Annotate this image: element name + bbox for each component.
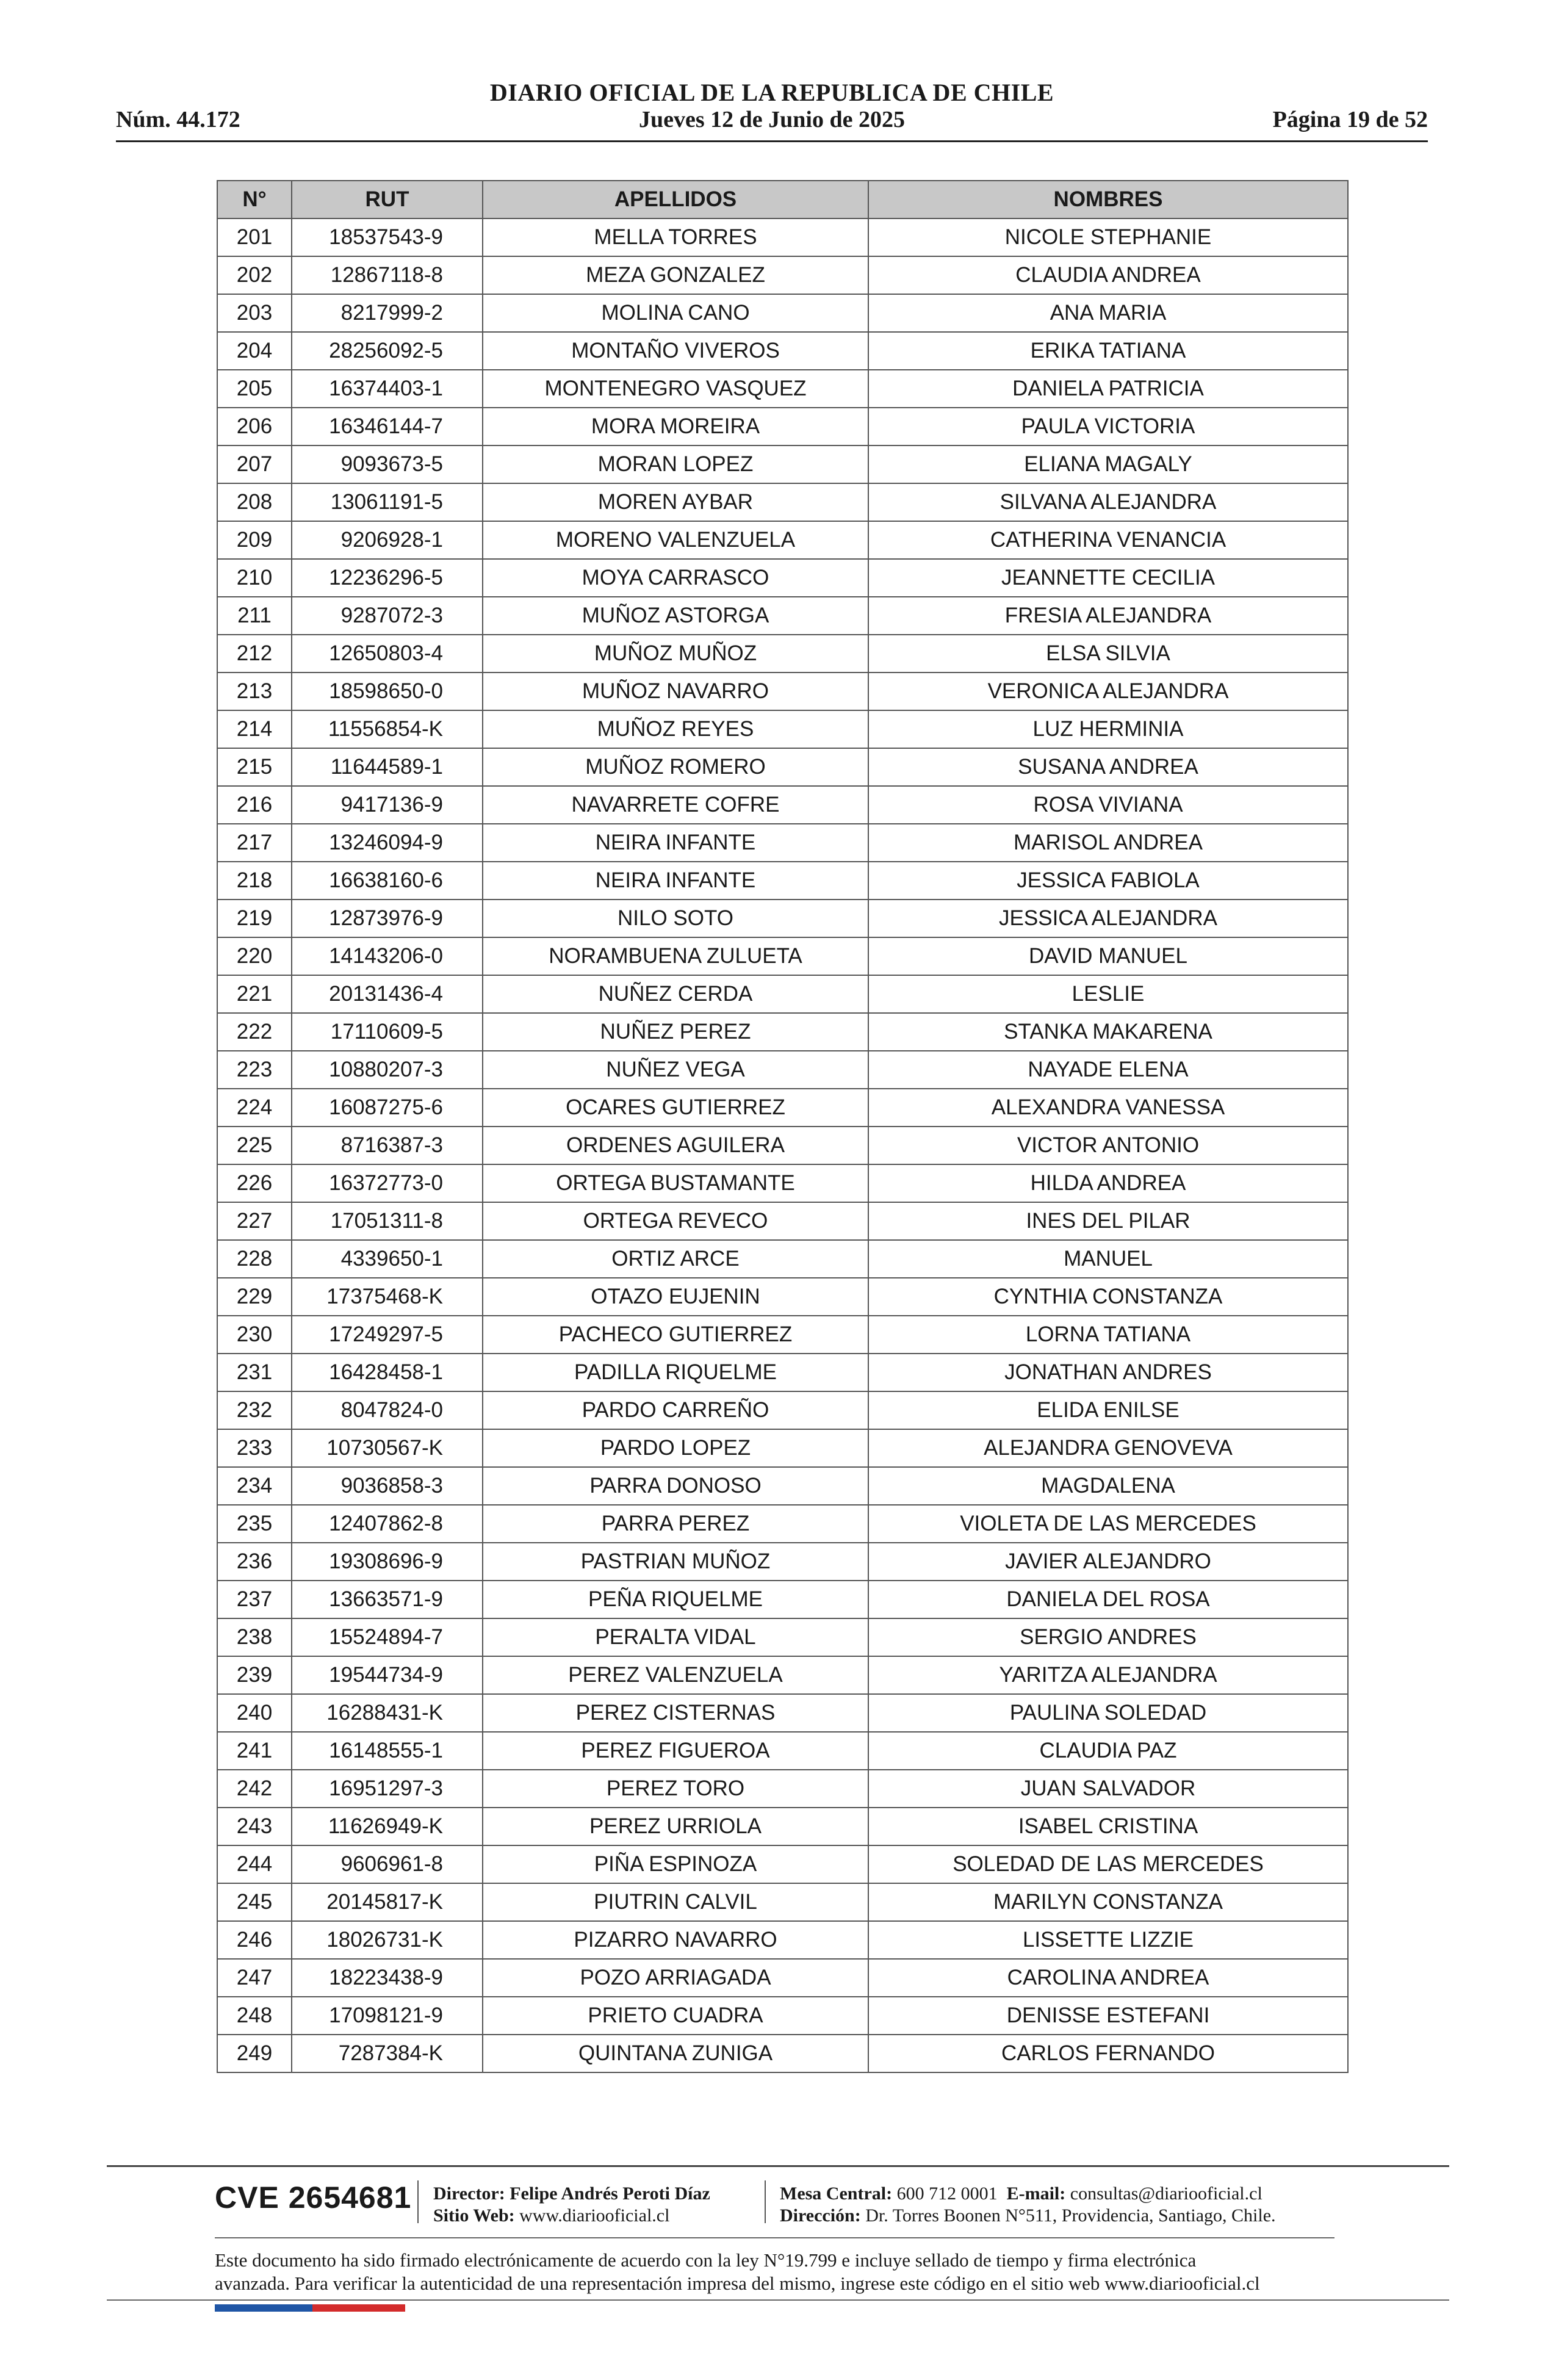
row-apellidos: NUÑEZ CERDA [483,975,868,1013]
table-row [217,786,1348,824]
row-nombres: CARLOS FERNANDO [868,2035,1348,2072]
column-header-apellidos: APELLIDOS [483,181,868,218]
row-rut: 12873976-9 [292,900,483,937]
row-rut: 9287072-3 [292,597,483,635]
row-nombres: STANKA MAKARENA [868,1013,1348,1051]
row-apellidos: PACHECO GUTIERREZ [483,1316,868,1354]
email-label: E-mail: [1006,2183,1066,2204]
row-nombres: VERONICA ALEJANDRA [868,673,1348,710]
row-number: 236 [217,1543,292,1581]
table-row [217,975,1348,1013]
row-apellidos: MEZA GONZALEZ [483,256,868,294]
mesa-label: Mesa Central: [780,2183,893,2204]
row-apellidos: PADILLA RIQUELME [483,1354,868,1391]
director-label: Director: [433,2183,505,2204]
row-apellidos: ORTEGA BUSTAMANTE [483,1164,868,1202]
row-nombres: ELSA SILVIA [868,635,1348,673]
row-rut: 11626949-K [292,1808,483,1845]
row-nombres: SERGIO ANDRES [868,1618,1348,1656]
row-number: 233 [217,1429,292,1467]
table-row [217,1354,1348,1391]
row-apellidos: OCARES GUTIERREZ [483,1089,868,1127]
row-apellidos: PARDO LOPEZ [483,1429,868,1467]
table-row [217,1240,1348,1278]
row-apellidos: NEIRA INFANTE [483,862,868,900]
table-body [217,218,1348,2072]
row-nombres: ANA MARIA [868,294,1348,332]
table-row [217,1845,1348,1883]
row-nombres: LESLIE [868,975,1348,1013]
table-row [217,1694,1348,1732]
row-rut: 20145817-K [292,1883,483,1921]
row-rut: 14143206-0 [292,937,483,975]
row-number: 202 [217,256,292,294]
column-header-number: N° [217,181,292,218]
row-rut: 16148555-1 [292,1732,483,1770]
table-row [217,635,1348,673]
table-row [217,370,1348,408]
row-apellidos: PEREZ TORO [483,1770,868,1808]
row-rut: 15524894-7 [292,1618,483,1656]
table-row [217,408,1348,445]
row-rut: 19308696-9 [292,1543,483,1581]
row-nombres: FRESIA ALEJANDRA [868,597,1348,635]
row-rut: 13663571-9 [292,1581,483,1618]
row-number: 225 [217,1127,292,1164]
website-link[interactable]: www.diariooficial.cl [519,2205,670,2226]
row-rut: 13061191-5 [292,483,483,521]
row-nombres: INES DEL PILAR [868,1202,1348,1240]
row-apellidos: MUÑOZ MUÑOZ [483,635,868,673]
row-rut: 16288431-K [292,1694,483,1732]
publication-title: DIARIO OFICIAL DE LA REPUBLICA DE CHILE [489,79,1054,106]
page-header [116,78,1428,144]
row-apellidos: PEREZ URRIOLA [483,1808,868,1845]
row-number: 204 [217,332,292,370]
row-rut: 11556854-K [292,710,483,748]
row-rut: 17375468-K [292,1278,483,1316]
row-apellidos: OTAZO EUJENIN [483,1278,868,1316]
row-apellidos: ORDENES AGUILERA [483,1127,868,1164]
table-row [217,1391,1348,1429]
row-apellidos: PEREZ FIGUEROA [483,1732,868,1770]
row-number: 223 [217,1051,292,1089]
table-row [217,1808,1348,1845]
row-number: 247 [217,1959,292,1997]
flag-red-segment [312,2304,405,2312]
row-nombres: MANUEL [868,1240,1348,1278]
row-number: 246 [217,1921,292,1959]
row-number: 215 [217,748,292,786]
row-number: 248 [217,1997,292,2035]
row-apellidos: NUÑEZ PEREZ [483,1013,868,1051]
row-nombres: JONATHAN ANDRES [868,1354,1348,1391]
row-apellidos: MELLA TORRES [483,218,868,256]
table-row [217,559,1348,597]
row-nombres: LUZ HERMINIA [868,710,1348,748]
row-nombres: PAULINA SOLEDAD [868,1694,1348,1732]
row-rut: 9093673-5 [292,445,483,483]
row-rut: 17110609-5 [292,1013,483,1051]
row-rut: 9206928-1 [292,521,483,559]
row-apellidos: PIUTRIN CALVIL [483,1883,868,1921]
row-number: 216 [217,786,292,824]
row-apellidos: MUÑOZ NAVARRO [483,673,868,710]
row-nombres: NICOLE STEPHANIE [868,218,1348,256]
row-apellidos: PARRA PEREZ [483,1505,868,1543]
row-nombres: SILVANA ALEJANDRA [868,483,1348,521]
row-rut: 16638160-6 [292,862,483,900]
table-row [217,2035,1348,2072]
row-apellidos: POZO ARRIAGADA [483,1959,868,1997]
row-nombres: LISSETTE LIZZIE [868,1921,1348,1959]
address-value: Dr. Torres Boonen N°511, Providencia, Santiago, Chile. [865,2205,1276,2226]
table-row [217,521,1348,559]
legal-notice [215,2249,1374,2295]
table-row [217,1656,1348,1694]
row-number: 241 [217,1732,292,1770]
row-number: 209 [217,521,292,559]
row-apellidos: NORAMBUENA ZULUETA [483,937,868,975]
row-number: 240 [217,1694,292,1732]
row-apellidos: MOREN AYBAR [483,483,868,521]
table-row [217,1959,1348,1997]
row-rut: 12407862-8 [292,1505,483,1543]
table-row [217,332,1348,370]
row-rut: 16372773-0 [292,1164,483,1202]
table-row [217,1429,1348,1467]
row-apellidos: MORENO VALENZUELA [483,521,868,559]
table-row [217,862,1348,900]
table-row [217,218,1348,256]
table-row [217,1997,1348,2035]
footer-divider-top [107,2165,1449,2167]
footer-separator [417,2180,419,2223]
row-nombres: ROSA VIVIANA [868,786,1348,824]
row-apellidos: ORTIZ ARCE [483,1240,868,1278]
mesa-phone: 600 712 0001 [896,2183,998,2204]
row-number: 237 [217,1581,292,1618]
row-apellidos: NAVARRETE COFRE [483,786,868,824]
row-number: 245 [217,1883,292,1921]
table-row [217,1467,1348,1505]
row-number: 203 [217,294,292,332]
row-number: 230 [217,1316,292,1354]
column-header-nombres: NOMBRES [868,181,1348,218]
table-row [217,900,1348,937]
row-nombres: DAVID MANUEL [868,937,1348,975]
table-row [217,1202,1348,1240]
row-apellidos: PIÑA ESPINOZA [483,1845,868,1883]
row-nombres: CYNTHIA CONSTANZA [868,1278,1348,1316]
row-number: 206 [217,408,292,445]
table-row [217,1732,1348,1770]
row-apellidos: MONTENEGRO VASQUEZ [483,370,868,408]
row-nombres: SUSANA ANDREA [868,748,1348,786]
table-row [217,673,1348,710]
row-nombres: LORNA TATIANA [868,1316,1348,1354]
row-rut: 17051311-8 [292,1202,483,1240]
row-rut: 16428458-1 [292,1354,483,1391]
row-rut: 8217999-2 [292,294,483,332]
table-row [217,1278,1348,1316]
page-number: Página 19 de 52 [1272,107,1428,132]
row-apellidos: NUÑEZ VEGA [483,1051,868,1089]
row-nombres: JEANNETTE CECILIA [868,559,1348,597]
row-number: 219 [217,900,292,937]
row-number: 214 [217,710,292,748]
row-number: 220 [217,937,292,975]
row-nombres: VICTOR ANTONIO [868,1127,1348,1164]
table-row [217,1316,1348,1354]
row-nombres: MAGDALENA [868,1467,1348,1505]
row-rut: 9036858-3 [292,1467,483,1505]
row-rut: 9417136-9 [292,786,483,824]
row-number: 207 [217,445,292,483]
row-apellidos: NEIRA INFANTE [483,824,868,862]
table-row [217,1505,1348,1543]
footer-divider-bottom [107,2299,1449,2301]
names-table [217,180,1349,2073]
row-apellidos: QUINTANA ZUNIGA [483,2035,868,2072]
row-nombres: PAULA VICTORIA [868,408,1348,445]
row-number: 227 [217,1202,292,1240]
row-nombres: HILDA ANDREA [868,1164,1348,1202]
footer-separator [765,2180,766,2223]
issue-number: Núm. 44.172 [116,107,240,132]
row-rut: 10880207-3 [292,1051,483,1089]
table-row [217,824,1348,862]
row-nombres: CAROLINA ANDREA [868,1959,1348,1997]
footer-divider-middle [215,2237,1334,2238]
row-apellidos: PASTRIAN MUÑOZ [483,1543,868,1581]
row-apellidos: PERALTA VIDAL [483,1618,868,1656]
table-row [217,937,1348,975]
row-nombres: MARILYN CONSTANZA [868,1883,1348,1921]
table-row [217,1013,1348,1051]
table-row [217,483,1348,521]
row-rut: 20131436-4 [292,975,483,1013]
row-apellidos: MUÑOZ REYES [483,710,868,748]
row-rut: 16087275-6 [292,1089,483,1127]
row-nombres: CATHERINA VENANCIA [868,521,1348,559]
row-nombres: JAVIER ALEJANDRO [868,1543,1348,1581]
table-row [217,1921,1348,1959]
row-nombres: YARITZA ALEJANDRA [868,1656,1348,1694]
row-number: 228 [217,1240,292,1278]
row-apellidos: MUÑOZ ROMERO [483,748,868,786]
row-rut: 8716387-3 [292,1127,483,1164]
row-nombres: MARISOL ANDREA [868,824,1348,862]
row-rut: 17249297-5 [292,1316,483,1354]
row-number: 239 [217,1656,292,1694]
row-number: 231 [217,1354,292,1391]
row-apellidos: PEREZ VALENZUELA [483,1656,868,1694]
row-nombres: CLAUDIA PAZ [868,1732,1348,1770]
table-row [217,1770,1348,1808]
row-apellidos: PIZARRO NAVARRO [483,1921,868,1959]
table-row [217,1543,1348,1581]
row-apellidos: MOLINA CANO [483,294,868,332]
table-row [217,710,1348,748]
table-row [217,294,1348,332]
row-rut: 11644589-1 [292,748,483,786]
row-number: 208 [217,483,292,521]
table-row [217,1164,1348,1202]
row-rut: 10730567-K [292,1429,483,1467]
flag-stripe [215,2304,405,2312]
row-rut: 13246094-9 [292,824,483,862]
row-rut: 8047824-0 [292,1391,483,1429]
row-nombres: ERIKA TATIANA [868,332,1348,370]
column-header-rut: RUT [292,181,483,218]
row-number: 229 [217,1278,292,1316]
flag-blue-segment [215,2304,312,2312]
row-number: 201 [217,218,292,256]
row-nombres: JESSICA ALEJANDRA [868,900,1348,937]
row-rut: 12867118-8 [292,256,483,294]
row-rut: 18223438-9 [292,1959,483,1997]
legal-notice-line: Este documento ha sido firmado electrónicamente de acuerdo con la ley N°19.799 e incluye sellado de tiempo y firma electrónica [215,2249,1197,2271]
table-row [217,597,1348,635]
table-row [217,748,1348,786]
row-nombres: ELIANA MAGALY [868,445,1348,483]
row-rut: 16951297-3 [292,1770,483,1808]
row-number: 249 [217,2035,292,2072]
row-number: 243 [217,1808,292,1845]
row-nombres: ALEXANDRA VANESSA [868,1089,1348,1127]
row-nombres: DENISSE ESTEFANI [868,1997,1348,2035]
row-rut: 4339650-1 [292,1240,483,1278]
email-link[interactable]: consultas@diariooficial.cl [1070,2183,1262,2204]
header-divider [116,140,1428,142]
row-nombres: VIOLETA DE LAS MERCEDES [868,1505,1348,1543]
row-rut: 28256092-5 [292,332,483,370]
row-apellidos: PARRA DONOSO [483,1467,868,1505]
row-rut: 7287384-K [292,2035,483,2072]
table-row [217,1618,1348,1656]
row-number: 221 [217,975,292,1013]
row-number: 232 [217,1391,292,1429]
row-nombres: NAYADE ELENA [868,1051,1348,1089]
table-row [217,1089,1348,1127]
row-number: 211 [217,597,292,635]
row-apellidos: PRIETO CUADRA [483,1997,868,2035]
table-header-row [217,181,1348,218]
row-nombres: CLAUDIA ANDREA [868,256,1348,294]
table-row [217,1883,1348,1921]
row-apellidos: MORA MOREIRA [483,408,868,445]
row-apellidos: NILO SOTO [483,900,868,937]
director-block [433,2183,710,2227]
contact-block [780,2183,1276,2227]
row-rut: 18026731-K [292,1921,483,1959]
row-nombres: ISABEL CRISTINA [868,1808,1348,1845]
row-number: 226 [217,1164,292,1202]
website-label: Sitio Web: [433,2205,515,2226]
row-nombres: SOLEDAD DE LAS MERCEDES [868,1845,1348,1883]
row-nombres: JESSICA FABIOLA [868,862,1348,900]
row-number: 235 [217,1505,292,1543]
row-rut: 17098121-9 [292,1997,483,2035]
row-number: 218 [217,862,292,900]
row-rut: 12236296-5 [292,559,483,597]
row-number: 234 [217,1467,292,1505]
row-rut: 18598650-0 [292,673,483,710]
address-label: Dirección: [780,2205,861,2226]
row-number: 210 [217,559,292,597]
row-nombres: JUAN SALVADOR [868,1770,1348,1808]
row-number: 217 [217,824,292,862]
row-nombres: ELIDA ENILSE [868,1391,1348,1429]
row-rut: 12650803-4 [292,635,483,673]
issue-date: Jueves 12 de Junio de 2025 [639,107,905,132]
table-row [217,256,1348,294]
row-number: 205 [217,370,292,408]
table-row [217,1581,1348,1618]
row-apellidos: MONTAÑO VIVEROS [483,332,868,370]
row-number: 213 [217,673,292,710]
row-apellidos: ORTEGA REVECO [483,1202,868,1240]
row-rut: 9606961-8 [292,1845,483,1883]
row-rut: 16374403-1 [292,370,483,408]
row-number: 238 [217,1618,292,1656]
row-apellidos: PEÑA RIQUELME [483,1581,868,1618]
table-row [217,1051,1348,1089]
row-nombres: DANIELA PATRICIA [868,370,1348,408]
row-apellidos: PARDO CARREÑO [483,1391,868,1429]
row-number: 212 [217,635,292,673]
row-apellidos: MORAN LOPEZ [483,445,868,483]
cve-code: CVE 2654681 [215,2180,412,2215]
row-nombres: ALEJANDRA GENOVEVA [868,1429,1348,1467]
table-row [217,445,1348,483]
legal-notice-line: avanzada. Para verificar la autenticidad de una representación impresa del mismo, ingrese este código en el sitio web www.diariooficial.cl [215,2273,1260,2294]
row-rut: 19544734-9 [292,1656,483,1694]
row-apellidos: MOYA CARRASCO [483,559,868,597]
row-apellidos: PEREZ CISTERNAS [483,1694,868,1732]
director-name: Felipe Andrés Peroti Díaz [510,2183,710,2204]
row-number: 224 [217,1089,292,1127]
table-row [217,1127,1348,1164]
row-apellidos: MUÑOZ ASTORGA [483,597,868,635]
row-number: 222 [217,1013,292,1051]
row-number: 244 [217,1845,292,1883]
row-number: 242 [217,1770,292,1808]
row-rut: 16346144-7 [292,408,483,445]
row-nombres: DANIELA DEL ROSA [868,1581,1348,1618]
row-rut: 18537543-9 [292,218,483,256]
